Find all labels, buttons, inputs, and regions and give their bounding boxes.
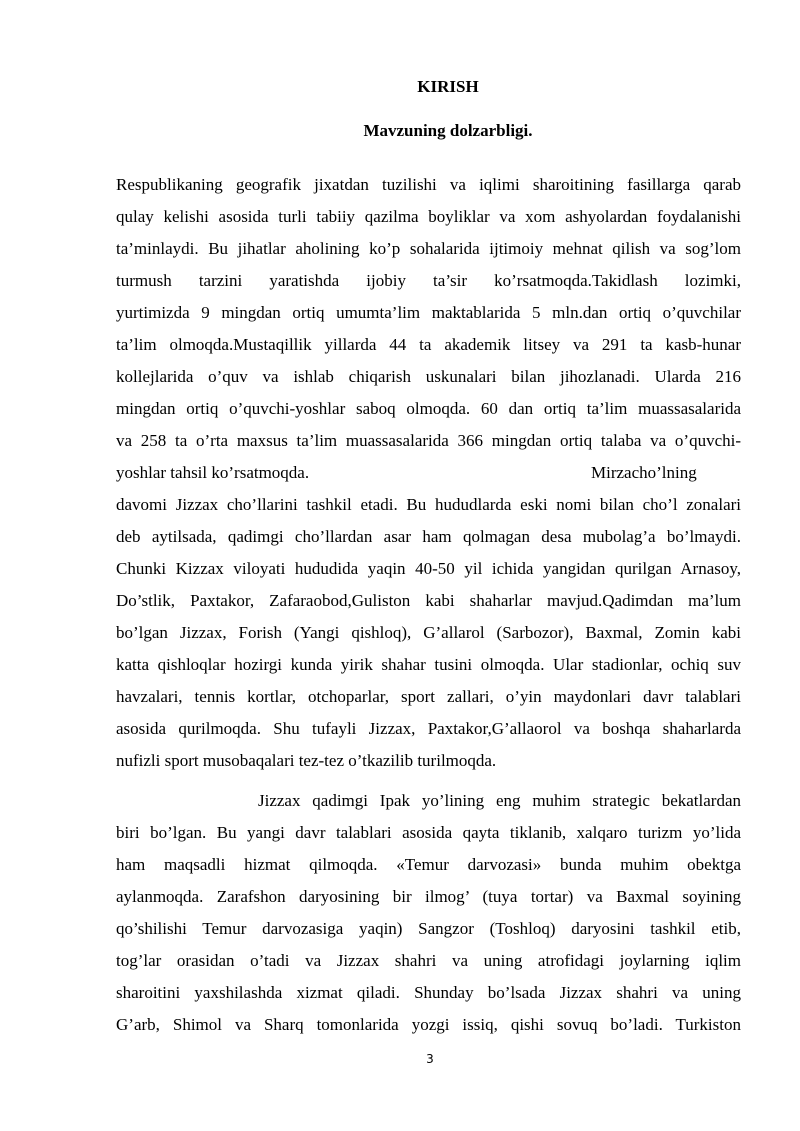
text-line: sharoitini yaxshilashda xizmat qiladi. Shunday bo’lsada Jizzax shahri va uning bbox=[116, 983, 741, 1002]
text-line: nufizli sport musobaqalari tez-tez o’tkazilib turilmoqda. bbox=[116, 751, 497, 770]
text-line: qo’shilishi Temur darvozasiga yaqin) Sangzor (Toshloq) daryosini tashkil etib, bbox=[116, 919, 741, 938]
text-line: bo’lgan Jizzax, Forish (Yangi qishloq), G’allarol (Sarbozor), Baxmal, Zomin kabi bbox=[116, 623, 741, 642]
text-line: va 258 ta o’rta maxsus ta’lim muassasalarida 366 mingdan ortiq talaba va o’quvchi- bbox=[116, 431, 741, 450]
text-line: biri bo’lgan. Bu yangi davr talablari asosida qayta tiklanib, xalqaro turizm yo’lida bbox=[116, 823, 741, 842]
page-subtitle: Mavzuning dolzarbligi. bbox=[363, 121, 533, 140]
text-line: Jizzax qadimgi Ipak yo’lining eng muhim strategic bekatlardan bbox=[258, 791, 741, 810]
text-line: Chunki Kizzax viloyati hududida yaqin 40-50 yil ichida yangidan qurilgan Arnasoy, bbox=[116, 559, 741, 578]
text-line: kollejlarida o’quv va ishlab chiqarish uskunalari bilan jihozlanadi. Ularda 216 bbox=[116, 367, 741, 386]
text-line: ta’lim olmoqda.Mustaqillik yillarda 44 ta akademik litsey va 291 ta kasb-hunar bbox=[116, 335, 741, 354]
text-line: davomi Jizzax cho’llarini tashkil etadi. Bu hududlarda eski nomi bilan cho’l zonalari bbox=[116, 495, 741, 514]
text-line: deb aytilsada, qadimgi cho’llardan asar ham qolmagan desa mubolag’a bo’lmaydi. bbox=[116, 527, 741, 546]
text-line: G’arb, Shimol va Sharq tomonlarida yozgi issiq, qishi sovuq bo’ladi. Turkiston bbox=[116, 1015, 741, 1034]
page-title: KIRISH bbox=[417, 77, 479, 96]
text-line: qulay kelishi asosida turli tabiiy qazilma boyliklar va xom ashyolardan foydalanishi bbox=[116, 207, 741, 226]
text-line: aylanmoqda. Zarafshon daryosining bir ilmog’ (tuya tortar) va Baxmal soyining bbox=[116, 887, 741, 906]
text-line: ta’minlaydi. Bu jihatlar aholining ko’p sohalarida ijtimoiy mehnat qilish va sog’lom bbox=[116, 239, 741, 258]
text-line: tog’lar orasidan o’tadi va Jizzax shahri va uning atrofidagi joylarning iqlim bbox=[116, 951, 741, 970]
text-line: mingdan ortiq o’quvchi-yoshlar saboq olmoqda. 60 dan ortiq ta’lim muassasalarida bbox=[116, 399, 741, 418]
text-line: asosida qurilmoqda. Shu tufayli Jizzax, Paxtakor,G’allaorol va boshqa shaharlarda bbox=[116, 719, 741, 738]
text-line: Do’stlik, Paxtakor, Zafaraobod,Guliston kabi shaharlar mavjud.Qadimdan ma’lum bbox=[116, 591, 741, 610]
text-line: havzalari, tennis kortlar, otchoparlar, sport zallari, o’yin maydonlari davr talablari bbox=[116, 687, 741, 706]
text-line: ham maqsadli hizmat qilmoqda. «Temur darvozasi» bunda muhim obektga bbox=[116, 855, 741, 874]
text-line: yurtimizda 9 mingdan ortiq umumta’lim maktablarida 5 mln.dan ortiq o’quvchilar bbox=[116, 303, 741, 322]
text-line: turmush tarzini yaratishda ijobiy ta’sir ko’rsatmoqda.Takidlash lozimki, bbox=[116, 271, 741, 290]
text-line: katta qishloqlar hozirgi kunda yirik shahar tusini olmoqda. Ular stadionlar, ochiq suv bbox=[116, 655, 741, 674]
text-segment-tail: Mirzacho’lning bbox=[591, 463, 697, 482]
text-segment: yoshlar tahsil ko’rsatmoqda. bbox=[116, 463, 310, 482]
text-line: Respublikaning geografik jixatdan tuzilishi va iqlimi sharoitining fasillarga qarab bbox=[116, 175, 741, 194]
page-number: 3 bbox=[426, 1052, 434, 1066]
text-line bbox=[116, 457, 741, 489]
